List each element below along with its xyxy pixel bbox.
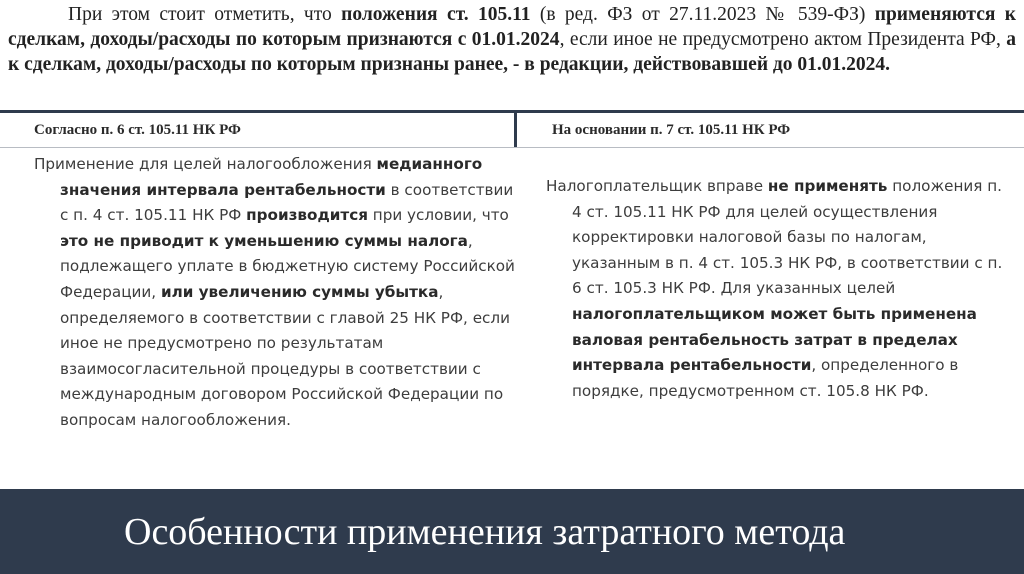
left-text-3: в соответствии с п. 4 ст. 105.11 НК РФ [60, 180, 514, 225]
left-column-header: Согласно п. 6 ст. 105.11 НК РФ [0, 113, 514, 147]
right-column-text [546, 174, 1016, 404]
right-text-3: положения п. 4 ст. 105.11 НК РФ для целей осуществления корректировки налоговой базы по налогам, указанным в п. 4 ст. 105.3 НК РФ, в соответствии с п. 6 ст. 105.3 НК РФ. Для указанных целей [572, 177, 1003, 298]
right-paragraph [546, 174, 1016, 404]
left-column-text [34, 152, 524, 434]
left-text-5: при условии, что [367, 206, 509, 225]
intro-text-3: (в ред. ФЗ от 27.11.2023 № 539-ФЗ) [530, 4, 875, 25]
intro-paragraph [8, 2, 1016, 77]
intro-text-5: , если иное не предусмотрено актом Президента РФ, [559, 29, 1007, 50]
right-text-4: налогоплательщиком может быть применена валовая рентабельность затрат в пределах интервала рентабельности [572, 304, 977, 375]
intro-text-4: применяются к сделкам, доходы/расходы по которым признаются с 01.01.2024 [8, 4, 1016, 50]
left-text-2: медианного значения интервала рентабельности [60, 155, 483, 199]
left-text-1: Применение для целей налогообложения [34, 155, 377, 173]
left-text-7: , подлежащего уплате в бюджетную систему Российской Федерации, [60, 231, 515, 301]
right-text-1: Налогоплательщик вправе [546, 177, 768, 195]
right-text-2: не применять [767, 177, 888, 195]
intro-text-2: положения ст. 105.11 [341, 4, 531, 25]
left-text-9: , определяемого в соответствии с главой 25 НК РФ, если иное не предусмотрено по результатам взаимосогласительной процедуры в соответствии с международным договором Российской Федерации по вопросам налогообложения. [60, 282, 510, 429]
right-column-header: На основании п. 7 ст. 105.11 НК РФ [517, 113, 1024, 147]
header-bottom-divider [0, 147, 1024, 148]
slide-title: Особенности применения затратного метода [124, 511, 846, 553]
intro-text [8, 2, 1016, 77]
intro-text-1: При этом стоит отметить, что [68, 4, 342, 25]
left-text-4: производится [246, 206, 368, 225]
left-text-8: или увеличению суммы убытка [160, 282, 439, 301]
left-text-6: это не приводит к уменьшению суммы налога [60, 231, 468, 250]
right-text-5: , определенного в порядке, предусмотренном ст. 105.8 НК РФ. [572, 356, 959, 400]
left-paragraph [34, 152, 524, 434]
intro-text-6: а к сделкам, доходы/расходы по которым признаны ранее, - в редакции, действовавшей до 01.01.2024. [8, 29, 1016, 75]
